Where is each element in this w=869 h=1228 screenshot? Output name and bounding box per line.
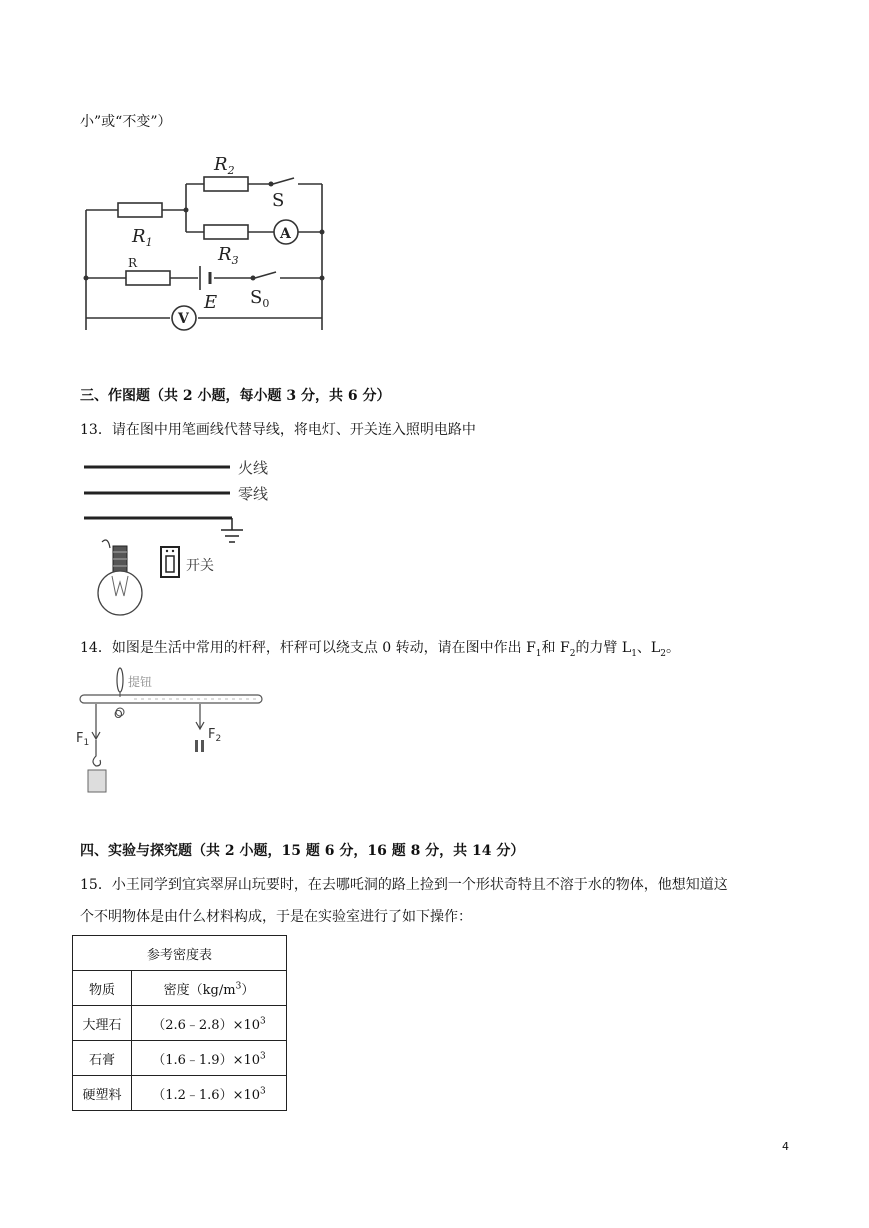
voltmeter-label: V <box>178 311 189 327</box>
wall-switch-icon <box>161 547 179 577</box>
r2-label: $R_2$ <box>214 154 235 177</box>
page-number: 4 <box>782 1140 789 1153</box>
pivot-o-label: O <box>114 708 123 721</box>
neutral-wire-label: 零线 <box>238 485 269 503</box>
table-row: 硬塑料 $(1.2﹣1.6)\times 10^3$ <box>73 1076 287 1111</box>
header-density: 密度$(kg/m^3)$ <box>132 971 287 1006</box>
question-15-line-2: 个不明物体是由什么材料构成，于是在实验室进行了如下操作： <box>80 909 472 925</box>
lighting-circuit-figure <box>80 456 290 616</box>
light-bulb-icon <box>98 540 142 615</box>
section-four-title: 四、实验与探究题（共 2 小题，15 题 6 分，16 题 8 分，共 14 分） <box>80 843 525 859</box>
question-14: 14．如图是生活中常用的杆秤，杆秤可以绕支点 0 转动，请在图中作出 $F_1$和 $F_2$的力臂 $L_1$、$L_2$。 <box>80 640 680 659</box>
section-three-title: 三、作图题（共 2 小题，每小题 3 分，共 6 分） <box>80 388 391 404</box>
knob-icon <box>117 668 123 692</box>
table-row: 石膏 $(1.6﹣1.9)\times 10^3$ <box>73 1041 287 1076</box>
switch-label: 开关 <box>186 558 214 574</box>
steelyard-figure <box>74 666 274 798</box>
r-label: R <box>128 256 138 270</box>
live-wire-label: 火线 <box>238 459 269 477</box>
question-13: 13．请在图中用笔画线代替导线，将电灯、开关连入照明电路中 <box>80 422 476 438</box>
table-title: 参考密度表 <box>73 936 287 971</box>
question-fragment: 小”或“不变”） <box>80 114 172 130</box>
ammeter-label: A <box>280 226 291 242</box>
f2-label: $F_2$ <box>208 727 222 744</box>
f1-label: $F_1$ <box>76 731 90 748</box>
density-reference-table <box>72 935 287 1111</box>
knob-label: 提钮 <box>128 675 153 689</box>
s0-label: $S_0$ <box>250 287 270 310</box>
e-label: E <box>204 292 218 313</box>
weight-block-icon <box>88 770 106 792</box>
s-label: S <box>272 190 285 211</box>
question-15-line-1: 15．小王同学到宜宾翠屏山玩要时，在去哪吒洞的路上捡到一个形状奇特且不溶于水的物体，他想知道这 <box>80 877 728 893</box>
r3-label: $R_3$ <box>218 244 239 267</box>
header-material: 物质 <box>73 971 132 1006</box>
r1-label: $R_1$ <box>132 226 153 249</box>
table-row: 大理石 $(2.6﹣2.8)\times 10^3$ <box>73 1006 287 1041</box>
circuit-diagram <box>80 148 330 336</box>
